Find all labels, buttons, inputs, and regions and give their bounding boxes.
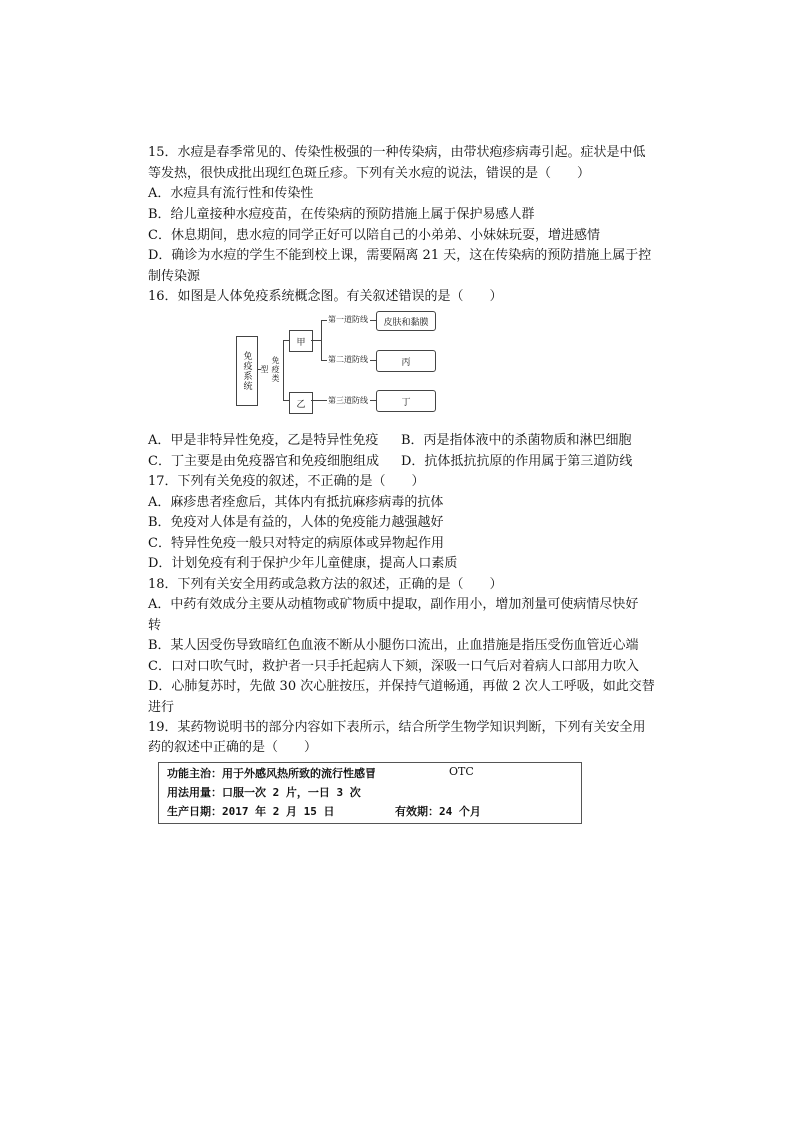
- q18-option-a-line1: A．中药有效成分主要从动植物或矿物质中提取，副作用小，增加剂量可使病情尽快好: [148, 597, 639, 612]
- diagram-yi-box: [289, 392, 313, 414]
- q16-option-b: B．丙是指体液中的杀菌物质和淋巴细胞: [401, 433, 632, 448]
- diagram-type-label-box: [261, 354, 279, 384]
- drug-production-date: 生产日期：2017 年 2 月 15 日: [167, 805, 335, 818]
- q18-stem: 18．下列有关安全用药或急救方法的叙述，正确的是（ ）: [148, 577, 503, 592]
- diagram-jia-box: [289, 330, 313, 352]
- q15-stem-line1: 15．水痘是春季常见的、传染性极强的一种传染病，由带状疱疹病毒引起。症状是中低: [148, 145, 646, 160]
- q17-option-d: D．计划免疫有利于保护少年儿童健康，提高人口素质: [148, 556, 458, 571]
- otc-mark: OTC: [449, 765, 474, 778]
- diagram-skin-label: 皮肤和黏膜: [383, 317, 429, 328]
- q17-option-b: B．免疫对人体是有益的，人体的免疫能力越强越好: [148, 515, 444, 530]
- q19-stem-line2: 药的叙述中正确的是（ ）: [148, 740, 318, 755]
- drug-expiry: 有效期：24 个月: [395, 805, 481, 818]
- diagram-bing-label: 丙: [401, 357, 411, 368]
- q18-option-b: B．某人因受伤导致暗红色血液不断从小腿伤口流出，止血措施是指压受伤血管近心端: [148, 638, 639, 653]
- diagram-third-line-label: 第三道防线: [328, 396, 368, 405]
- diagram-bing-box: [376, 350, 436, 372]
- diagram-type-label: 免疫类型: [260, 355, 280, 383]
- q17-stem: 17．下列有关免疫的叙述，不正确的是（ ）: [148, 474, 425, 489]
- q16-option-a: A．甲是非特异性免疫，乙是特异性免疫: [148, 433, 379, 448]
- q16-option-c: C．丁主要是由免疫器官和免疫细胞组成: [148, 454, 379, 469]
- diagram-jia-label: 甲: [296, 337, 306, 348]
- q18-option-a-line2: 转: [148, 618, 162, 633]
- diagram-ding-box: [376, 390, 436, 412]
- drug-indication: 功能主治：用于外感风热所致的流行性感冒: [167, 767, 376, 780]
- diagram-second-line-label: 第二道防线: [328, 355, 368, 364]
- q15-option-a: A．水痘具有流行性和传染性: [148, 186, 314, 201]
- q18-option-d-line2: 进行: [148, 700, 175, 715]
- q16-option-d: D．抗体抵抗抗原的作用属于第三道防线: [401, 454, 633, 469]
- diagram-yi-label: 乙: [296, 399, 306, 410]
- q17-option-a: A．麻疹患者痊愈后，其体内有抵抗麻疹病毒的抗体: [148, 495, 444, 510]
- diagram-root-label: 免疫系统: [241, 351, 252, 391]
- q19-stem-line1: 19．某药物说明书的部分内容如下表所示，结合所学生物学知识判断，下列有关安全用: [148, 720, 646, 735]
- drug-dosage: 用法用量：口服一次 2 片，一日 3 次: [167, 786, 361, 799]
- q15-option-b: B．给儿童接种水痘疫苗，在传染病的预防措施上属于保护易感人群: [148, 207, 535, 222]
- q15-option-d-line2: 制传染源: [148, 269, 201, 284]
- diagram-first-line-label: 第一道防线: [328, 315, 368, 324]
- q15-option-c: C．休息期间，患水痘的同学正好可以陪自己的小弟弟、小妹妹玩耍，增进感情: [148, 228, 600, 243]
- q18-option-d-line1: D．心肺复苏时，先做 30 次心脏按压，并保持气道畅通，再做 2 次人工呼吸，如此交替: [148, 679, 655, 694]
- q18-option-c: C．口对口吹气时，救护者一只手托起病人下颏，深吸一口气后对着病人口部用力吹入: [148, 659, 639, 674]
- drug-label-table: [158, 762, 582, 824]
- diagram-root-box: [236, 336, 258, 406]
- diagram-ding-label: 丁: [401, 397, 411, 408]
- q17-option-c: C．特异性免疫一般只对特定的病原体或异物起作用: [148, 536, 444, 551]
- q15-option-d-line1: D．确诊为水痘的学生不能到校上课，需要隔离 21 天，这在传染病的预防措施上属于控: [148, 248, 652, 263]
- q15-stem-line2: 等发热，很快成批出现红色斑丘疹。下列有关水痘的说法，错误的是（ ）: [148, 166, 591, 181]
- diagram-skin-box: [376, 311, 436, 331]
- q16-stem: 16．如图是人体免疫系统概念图。有关叙述错误的是（ ）: [148, 289, 503, 304]
